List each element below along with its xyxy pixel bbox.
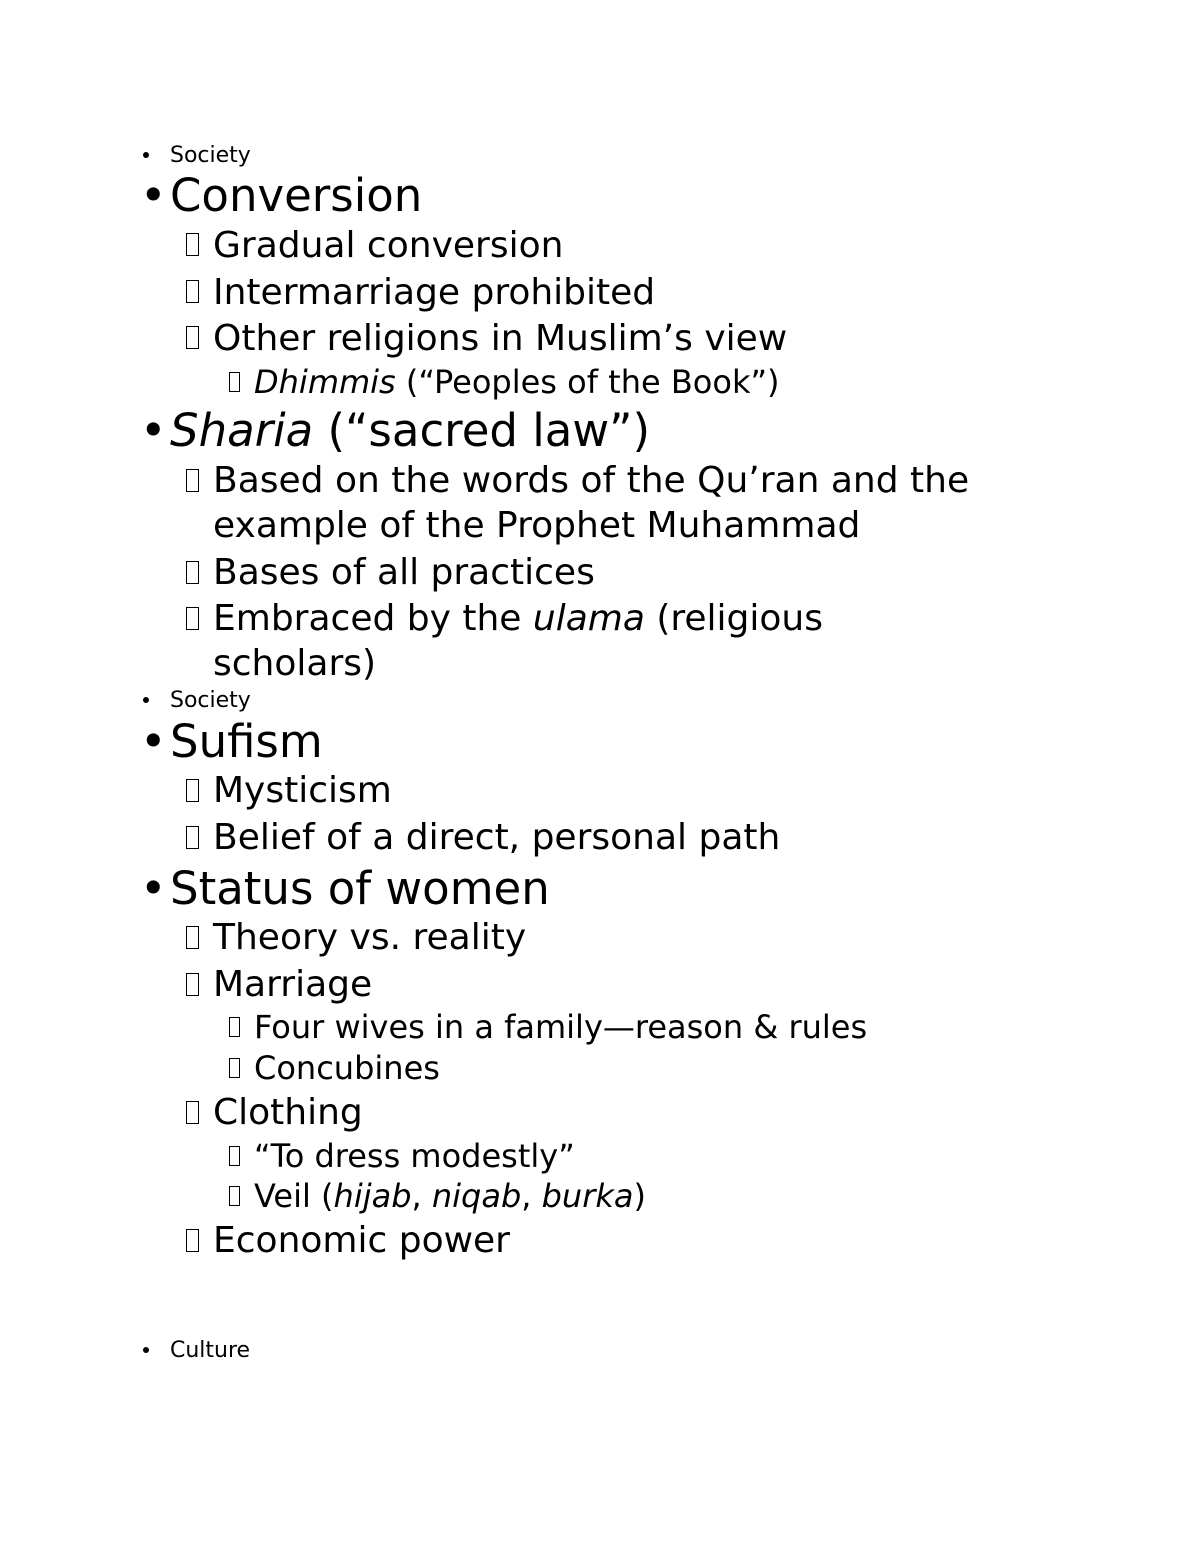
missing-glyph-bullet-icon [186,280,199,303]
bullet-dot [143,1347,149,1353]
point-text-continued: example of the Prophet Muhammad [213,505,861,546]
missing-glyph-bullet-icon [186,826,199,849]
point-text: Embraced by the ulama (religious [213,598,824,639]
point-text-continued: scholars) [213,643,377,684]
section-label: Culture [170,1338,251,1363]
point-text: Marriage [213,964,373,1005]
topic-title: Sufism [170,715,323,768]
missing-glyph-bullet-icon [186,607,199,630]
missing-glyph-bullet-icon [186,233,199,256]
subpoint-text: Concubines [254,1049,440,1087]
topic-title: Sharia (“sacred law”) [170,404,651,457]
missing-glyph-bullet-icon [186,1229,199,1252]
subpoint-text: Dhimmis (“Peoples of the Book”) [254,363,780,401]
point-text: Bases of all practices [213,552,595,593]
missing-glyph-bullet-icon [186,779,199,802]
bullet-glyph: • [140,715,167,768]
missing-glyph-bullet-icon [229,1146,240,1166]
missing-glyph-bullet-icon [186,973,199,996]
bullet-dot [143,697,149,703]
missing-glyph-bullet-icon [186,926,199,949]
missing-glyph-bullet-icon [186,561,199,584]
missing-glyph-bullet-icon [229,1186,240,1206]
bullet-glyph: • [140,169,167,222]
point-text: Economic power [213,1220,510,1261]
topic-title: Status of women [170,862,550,915]
point-text: Theory vs. reality [213,917,527,958]
missing-glyph-bullet-icon [186,1101,199,1124]
point-text: Based on the words of the Qu’ran and the [213,460,970,501]
missing-glyph-bullet-icon [229,1017,240,1037]
point-text: Other religions in Muslim’s view [213,318,788,359]
missing-glyph-bullet-icon [186,326,199,349]
section-label: Society [170,143,251,168]
subpoint-text: Four wives in a family—reason & rules [254,1008,868,1046]
topic-title: Conversion [170,169,423,222]
subpoint-text: “To dress modestly” [254,1137,575,1175]
subpoint-text: Veil (hijab, niqab, burka) [254,1177,646,1215]
missing-glyph-bullet-icon [229,1058,240,1078]
missing-glyph-bullet-icon [229,372,240,392]
point-text: Gradual conversion [213,225,564,266]
point-text: Clothing [213,1092,363,1133]
point-text: Intermarriage prohibited [213,272,656,313]
point-text: Mysticism [213,770,392,811]
bullet-glyph: • [140,862,167,915]
section-label: Society [170,688,251,713]
bullet-glyph: • [140,404,167,457]
point-text: Belief of a direct, personal path [213,817,781,858]
missing-glyph-bullet-icon [186,469,199,492]
bullet-dot [143,152,149,158]
